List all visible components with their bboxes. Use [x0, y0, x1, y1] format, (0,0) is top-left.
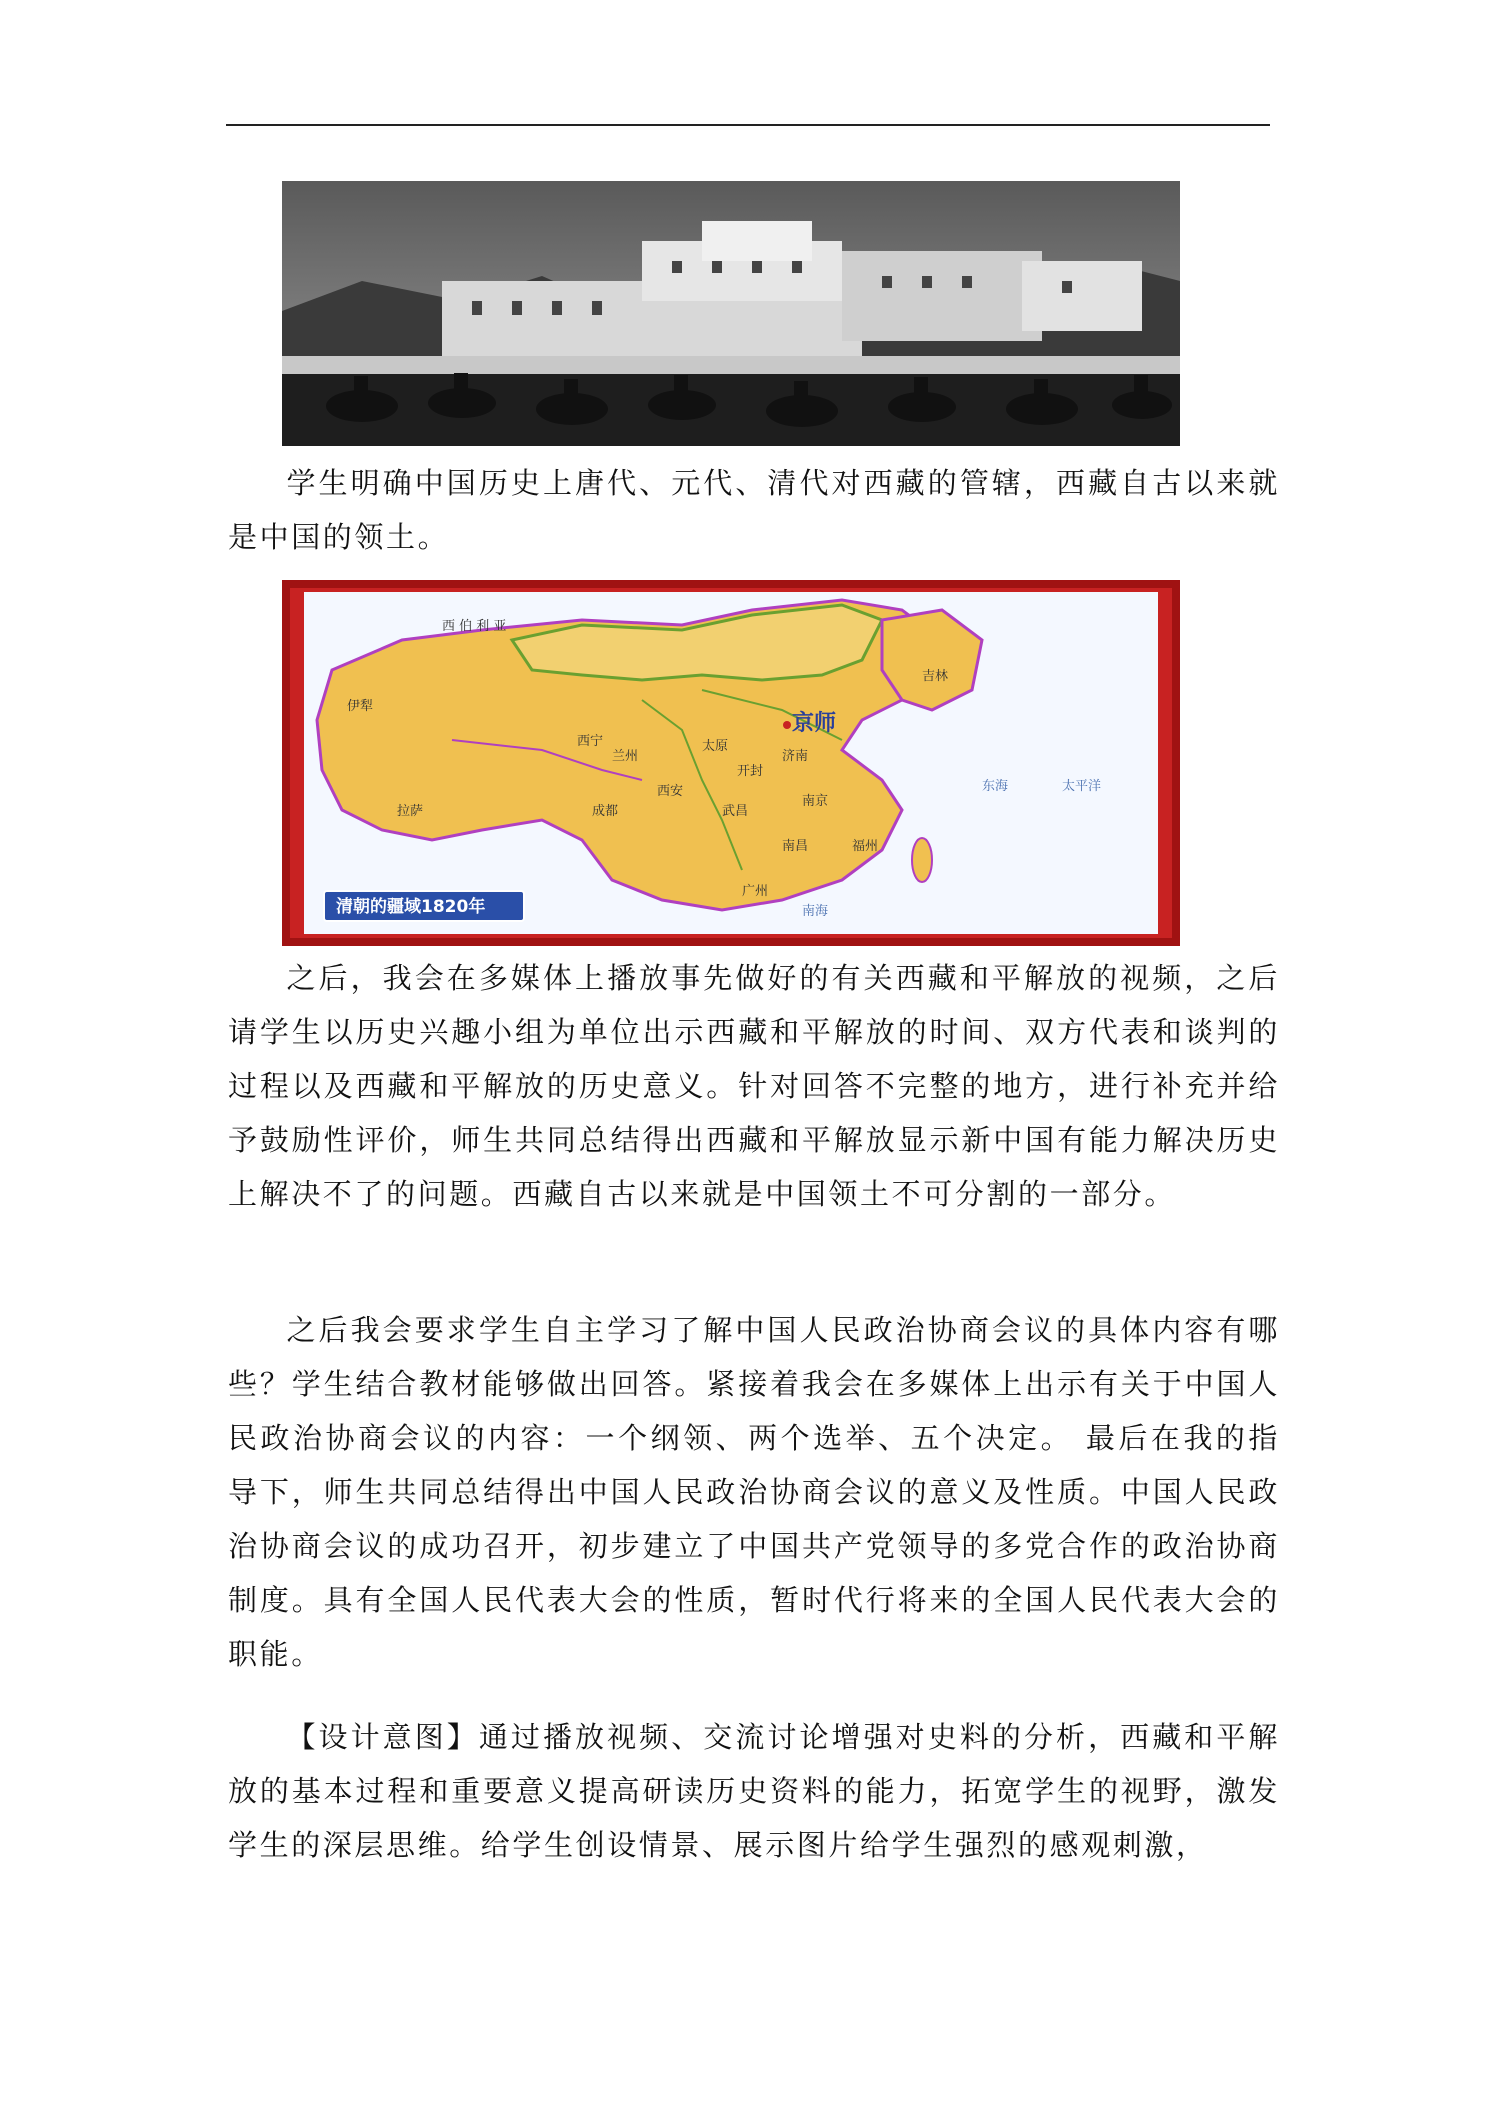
- header-rule: [226, 124, 1270, 126]
- map-label-pacific: 太平洋: [1062, 779, 1102, 794]
- map-caption: 清朝的疆域1820年: [336, 897, 486, 917]
- map-label-kaifeng: 开封: [737, 764, 764, 779]
- paragraph-3: 之后我会要求学生自主学习了解中国人民政治协商会议的具体内容有哪些？学生结合教材能够做出回答。紧接着我会在多媒体上出示有关于中国人民政治协商会议的内容：一个纲领、两个选举、五个决定。 最后在我的指导下，师生共同总结得出中国人民政治协商会议的意义及性质。中国人民政治协商会议的成功召开，初步建立了中国共产党领导的多党合作的政治协商制度。具有全国人民代表大会的性质，暂时代行将来的全国人民代表大会的职能。: [228, 1313, 1280, 1671]
- map-label-nanjing: 南京: [802, 794, 829, 809]
- qing-territory-map: [282, 580, 1180, 946]
- map-label-guangzhou: 广州: [742, 884, 769, 899]
- map-label-capital: 京师: [792, 711, 837, 736]
- paragraph-2: 之后，我会在多媒体上播放事先做好的有关西藏和平解放的视频，之后请学生以历史兴趣小组为单位出示西藏和平解放的时间、双方代表和谈判的过程以及西藏和平解放的历史意义。针对回答不完整的地方，进行补充并给予鼓励性评价，师生共同总结得出西藏和平解放显示新中国有能力解决历史上解决不了的问题。西藏自古以来就是中国领土不可分割的一部分。: [228, 961, 1280, 1211]
- paragraph-4: 【设计意图】通过播放视频、交流讨论增强对史料的分析，西藏和平解放的基本过程和重要意义提高研读历史资料的能力，拓宽学生的视野，激发学生的深层思维。给学生创设情景、展示图片给学生强烈的感观刺激，: [228, 1720, 1280, 1862]
- paragraph-1: 学生明确中国历史上唐代、元代、清代对西藏的管辖，西藏自古以来就是中国的领土。: [228, 466, 1280, 554]
- map-label-jilin: 吉林: [922, 669, 949, 684]
- map-label-east-sea: 东海: [982, 779, 1009, 794]
- potala-palace-photo: [282, 181, 1180, 446]
- map-label-lhasa: 拉萨: [397, 804, 424, 819]
- map-label-xian: 西安: [657, 784, 684, 799]
- map-label-chengdu: 成都: [592, 804, 619, 819]
- map-label-siberia: 西 伯 利 亚: [442, 619, 507, 634]
- map-label-wuchang: 武昌: [722, 804, 749, 819]
- map-label-taiyuan: 太原: [702, 739, 729, 754]
- map-label-yili: 伊犁: [347, 699, 374, 714]
- map-label-fuzhou: 福州: [852, 839, 879, 854]
- map-label-lanzhou: 兰州: [612, 749, 639, 764]
- map-label-south-sea: 南海: [802, 904, 829, 919]
- map-label-nanchang: 南昌: [782, 839, 809, 854]
- map-label-xining: 西宁: [577, 734, 604, 749]
- map-label-jinan: 济南: [782, 749, 809, 764]
